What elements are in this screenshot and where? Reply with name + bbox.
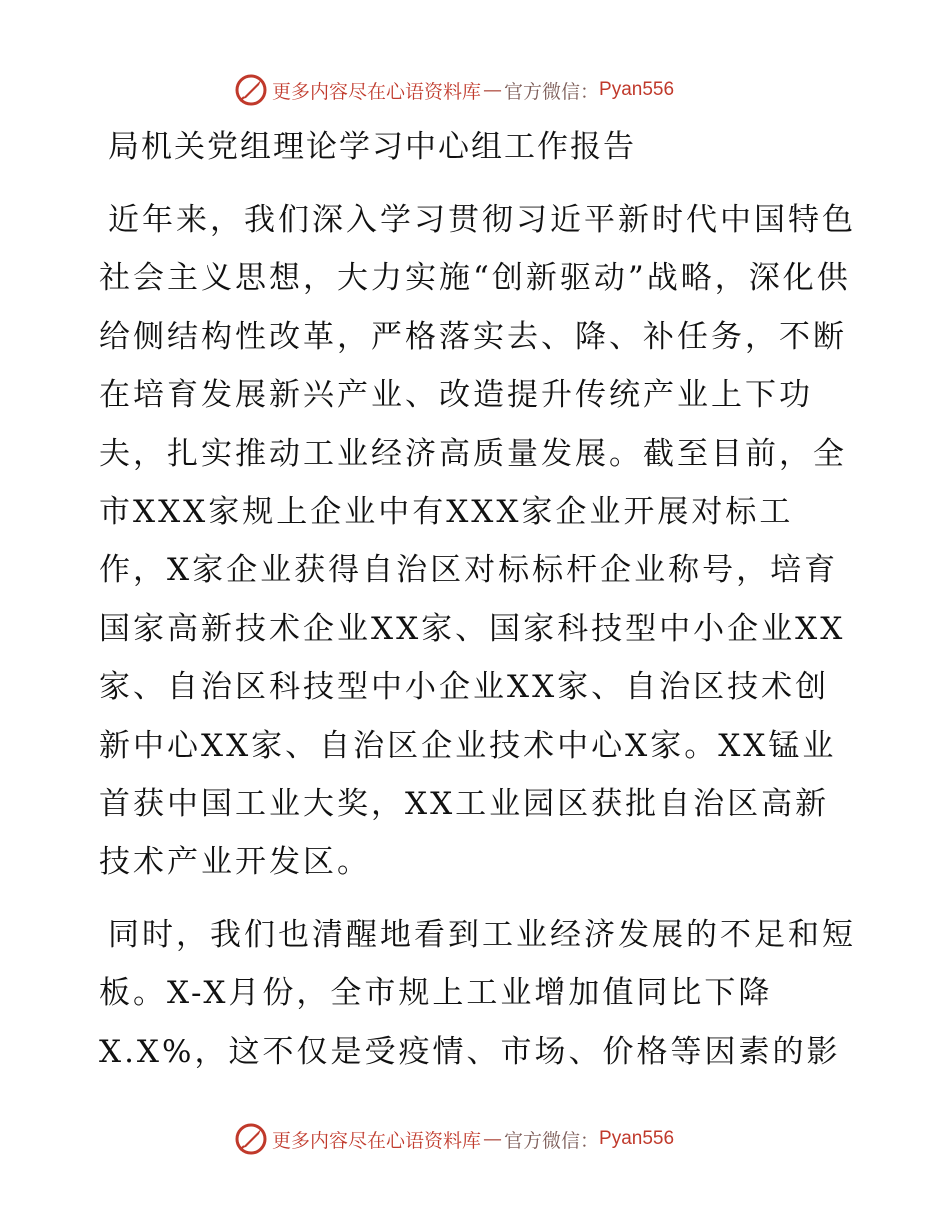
banner-wechat-id: Pyan556: [599, 1128, 675, 1149]
banner-site-text: 更多内容尽在心语资料库: [272, 80, 482, 103]
banner-separator: —: [483, 79, 503, 101]
quill-logo-icon: [234, 1122, 268, 1156]
body-paragraph: 近年来，我们深入学习贯彻习近平新时代中国特色社会主义思想，大力实施“创新驱动”战略，深化供给侧结构性改革，严格落实去、降、补任务，不断在培育发展新兴产业、改造提升传统产业上下功夫，扎实推动工业经济高质量发展。截至目前，全市XXX家规上企业中有XXX家企业开展对标工作，X家企业获得自治区对标标杆企业称号，培育国家高新技术企业XX家、国家科技型中小企业XX家、自治区科技型中小企业XX家、自治区技术创新中心XX家、自治区企业技术中心X家。XX锰业首获中国工业大奖，XX工业园区获批自治区高新技术产业开发区。: [99, 202, 856, 881]
footer-banner: [234, 1119, 674, 1159]
header-banner: [234, 70, 674, 110]
banner-separator: —: [483, 1128, 503, 1150]
banner-wechat-id: Pyan556: [599, 79, 675, 100]
quill-logo-icon: [234, 73, 268, 107]
banner-official-text: 官方微信：: [504, 80, 600, 103]
banner-site-text: 更多内容尽在心语资料库: [272, 1129, 482, 1152]
banner-official-text: 官方微信：: [504, 1129, 600, 1152]
document-title: 局机关党组理论学习中心组工作报告: [108, 129, 636, 165]
body-paragraph: 同时，我们也清醒地看到工业经济发展的不足和短板。X-X月份，全市规上工业增加值同比下降X.X%，这不仅是受疫情、市场、价格等因素的影: [99, 917, 856, 1070]
